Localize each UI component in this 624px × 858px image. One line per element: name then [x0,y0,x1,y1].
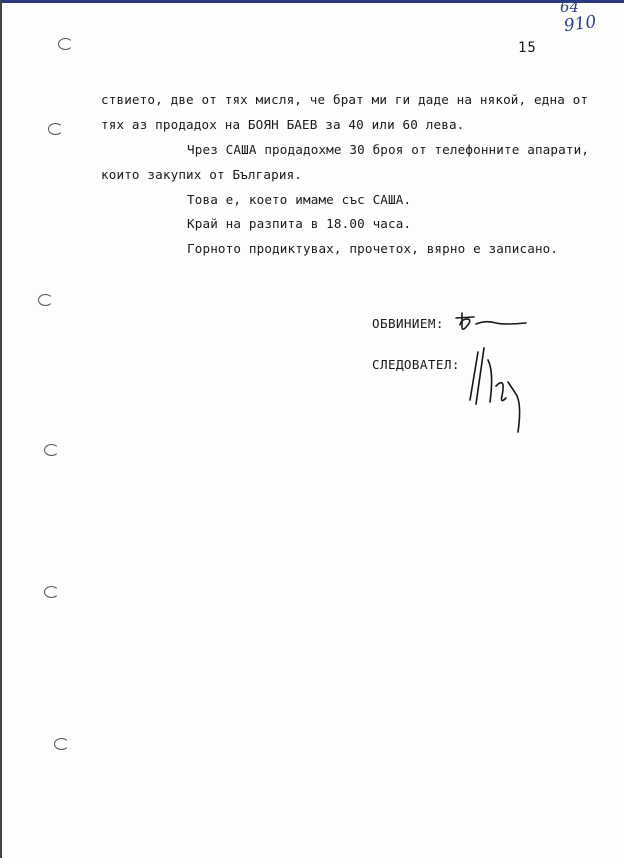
punch-hole-mark [44,444,59,456]
body-line: Чрез САША продадохме 30 броя от телефонните апарати, [187,142,590,157]
page-number: 15 [518,40,537,56]
body-line: които закупих от България. [101,167,303,182]
body-line: Край на разпита в 18.00 часа. [187,216,412,231]
accused-signature [452,310,530,334]
scan-edge-top [0,0,624,3]
punch-hole-mark [44,586,59,598]
investigator-signature [460,342,538,440]
archive-mark [560,0,598,37]
punch-hole-mark [48,123,63,135]
punch-hole-mark [54,738,69,750]
scan-edge-left [0,0,2,858]
punch-hole-mark [58,38,73,50]
accused-signature-label: ОБВИНИЕМ: [372,316,444,331]
punch-hole-mark [38,294,53,306]
body-line: Това е, което имаме със САША. [187,192,412,207]
archive-mark-line2: 910 [562,11,598,37]
archive-mark-line1: 64 [560,0,580,16]
body-line: тях аз продадох на БОЯН БАЕВ за 40 или 60 лева. [101,117,465,132]
body-line: ствието, две от тях мисля, че брат ми ги даде на някой, една от [101,92,589,107]
investigator-signature-label: СЛЕДОВАТЕЛ: [372,357,460,372]
body-line: Горното продиктувах, прочетох, вярно е записано. [187,241,559,256]
